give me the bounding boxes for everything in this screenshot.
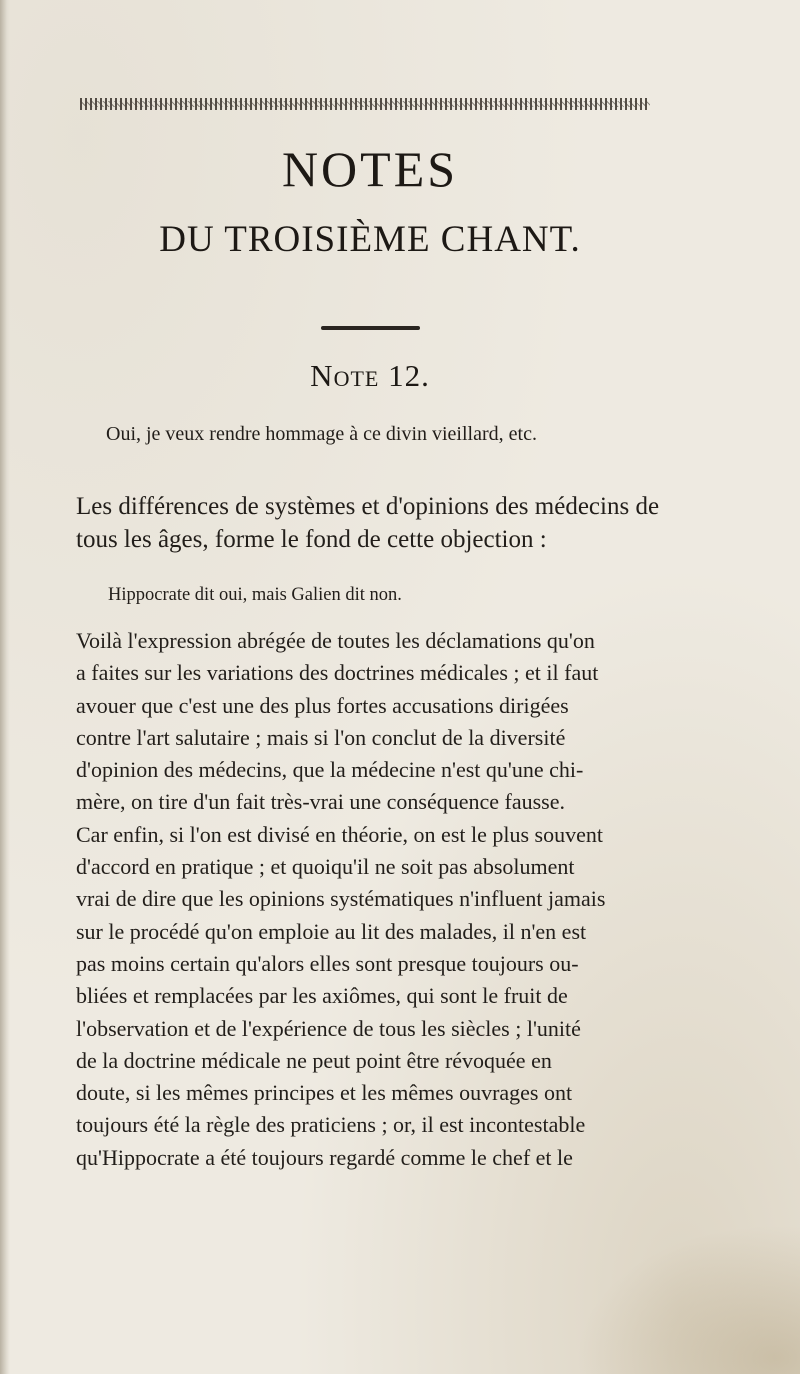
text-line: pas moins certain qu'alors elles sont presque toujours ou-	[76, 950, 579, 976]
text-line: l'observation et de l'expérience de tous les siècles ; l'unité	[76, 1015, 581, 1041]
text-line: vrai de dire que les opinions systématiques n'influent jamais	[76, 886, 606, 912]
note-heading-word: ote	[333, 358, 380, 393]
page-binding-edge	[0, 0, 10, 1374]
paper-stain	[560, 1214, 800, 1374]
text-line: toujours été la règle des praticiens ; or, il est incontestable	[76, 1112, 586, 1138]
note-heading	[0, 358, 740, 394]
page-subtitle: DU TROISIÈME CHANT.	[159, 219, 581, 260]
note-number: 12.	[388, 358, 430, 393]
text-line: mère, on tire d'un fait très-vrai une conséquence fausse.	[76, 789, 565, 815]
text-line: de la doctrine médicale ne peut point être révoquée en	[76, 1047, 552, 1073]
text-line: doute, si les mêmes principes et les mêmes ouvrages ont	[76, 1080, 573, 1106]
text-line: contre l'art salutaire ; mais si l'on conclut de la diversité	[76, 724, 566, 750]
text-line: avouer que c'est une des plus fortes accusations dirigées	[76, 692, 569, 718]
text-line: qu'Hippocrate a été toujours regardé comme le chef et le	[76, 1144, 573, 1170]
separator-rule	[321, 326, 420, 330]
text-line: bliées et remplacées par les axiômes, qui sont le fruit de	[76, 983, 568, 1009]
text-line: a faites sur les variations des doctrines médicales ; et il faut	[76, 660, 599, 686]
paragraph-intro	[76, 490, 668, 556]
decorative-ornament-band	[80, 98, 650, 110]
note-quote: Oui, je veux rendre hommage à ce divin vieillard, etc.	[106, 423, 537, 445]
text-line: d'accord en pratique ; et quoiqu'il ne soit pas absolument	[76, 854, 575, 880]
text-line: Les différences de systèmes et d'opinions des médecins de	[76, 493, 660, 520]
paragraph-body	[76, 625, 674, 1174]
text-line: tous les âges, forme le fond de cette objection :	[76, 526, 547, 553]
note-heading-initial: N	[310, 358, 334, 393]
text-line: d'opinion des médecins, que la médecine n'est qu'une chi-	[76, 757, 584, 783]
citation-line: Hippocrate dit oui, mais Galien dit non.	[108, 585, 402, 605]
text-line: sur le procédé qu'on emploie au lit des malades, il n'en est	[76, 918, 587, 944]
text-line: Car enfin, si l'on est divisé en théorie, on est le plus souvent	[76, 821, 603, 847]
text-line: Voilà l'expression abrégée de toutes les déclamations qu'on	[76, 628, 595, 653]
page-title: NOTES	[281, 141, 459, 197]
